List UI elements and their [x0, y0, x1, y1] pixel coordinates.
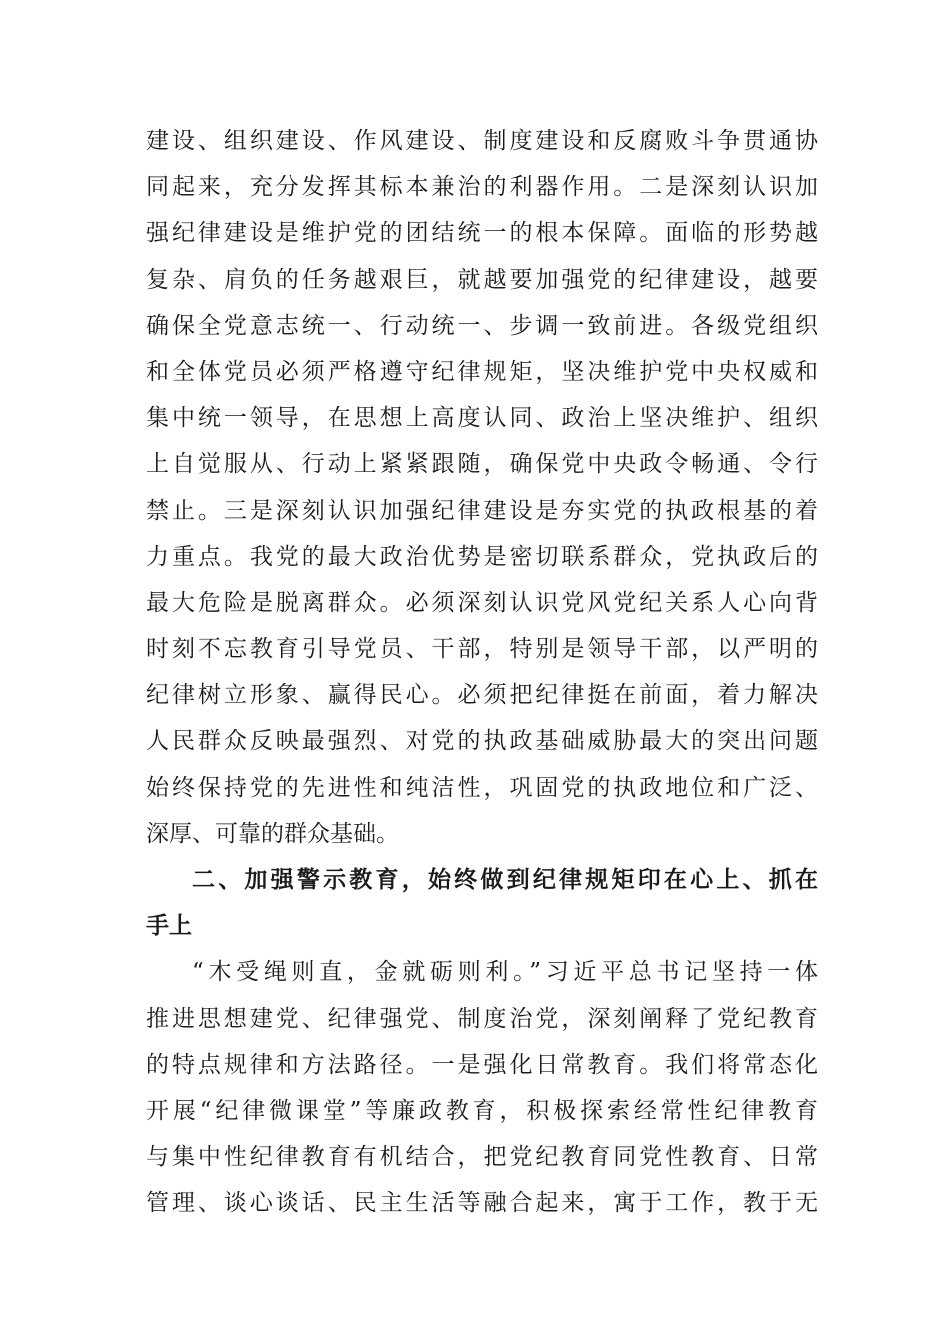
- text-line: 禁止。三是深刻认识加强纪律建设是夯实党的执政根基的着: [146, 497, 818, 524]
- text-line: 和全体党员必须严格遵守纪律规矩，坚决维护党中央权威和: [146, 358, 818, 385]
- text-line: 强纪律建设是维护党的团结统一的根本保障。面临的形势越: [146, 220, 818, 247]
- text-line: 建设、组织建设、作风建设、制度建设和反腐败斗争贯通协: [146, 128, 818, 154]
- text-line: 深厚、可靠的群众基础。: [146, 820, 399, 847]
- text-line: “木受绳则直，金就砺则利。”习近平总书记坚持一体: [192, 959, 818, 986]
- text-line: 最大危险是脱离群众。必须深刻认识党风党纪关系人心向背: [146, 589, 818, 616]
- text-line: 确保全党意志统一、行动统一、步调一致前进。各级党组织: [146, 312, 818, 339]
- text-line: 管理、谈心谈话、民主生活等融合起来，寓于工作，教于无: [146, 1190, 818, 1217]
- text-line: 人民群众反映最强烈、对党的执政基础威胁最大的突出问题: [146, 728, 818, 755]
- section-heading: 二、加强警示教育，始终做到纪律规矩印在心上、抓在: [192, 867, 818, 893]
- section-heading-continued: 手上: [146, 913, 192, 940]
- text-line: 时刻不忘教育引导党员、干部，特别是领导干部，以严明的: [146, 636, 818, 663]
- text-line: 集中统一领导，在思想上高度认同、政治上坚决维护、组织: [146, 405, 818, 432]
- text-line: 力重点。我党的最大政治优势是密切联系群众，党执政后的: [146, 543, 818, 570]
- text-line: 复杂、肩负的任务越艰巨，就越要加强党的纪律建设，越要: [146, 266, 818, 293]
- text-line: 纪律树立形象、赢得民心。必须把纪律挺在前面，着力解决: [146, 682, 818, 709]
- text-line: 与集中性纪律教育有机结合，把党纪教育同党性教育、日常: [146, 1144, 818, 1171]
- text-line: 的特点规律和方法路径。一是强化日常教育。我们将常态化: [146, 1051, 818, 1078]
- text-line: 上自觉服从、行动上紧紧跟随，确保党中央政令畅通、令行: [146, 451, 818, 478]
- text-line: 开展“纪律微课堂”等廉政教育，积极探索经常性纪律教育: [146, 1097, 818, 1124]
- body-text: [146, 118, 818, 1227]
- text-line: 推进思想建党、纪律强党、制度治党，深刻阐释了党纪教育: [146, 1005, 818, 1032]
- text-line: 同起来，充分发挥其标本兼治的利器作用。二是深刻认识加: [146, 174, 818, 201]
- text-line: 始终保持党的先进性和纯洁性，巩固党的执政地位和广泛、: [146, 774, 818, 801]
